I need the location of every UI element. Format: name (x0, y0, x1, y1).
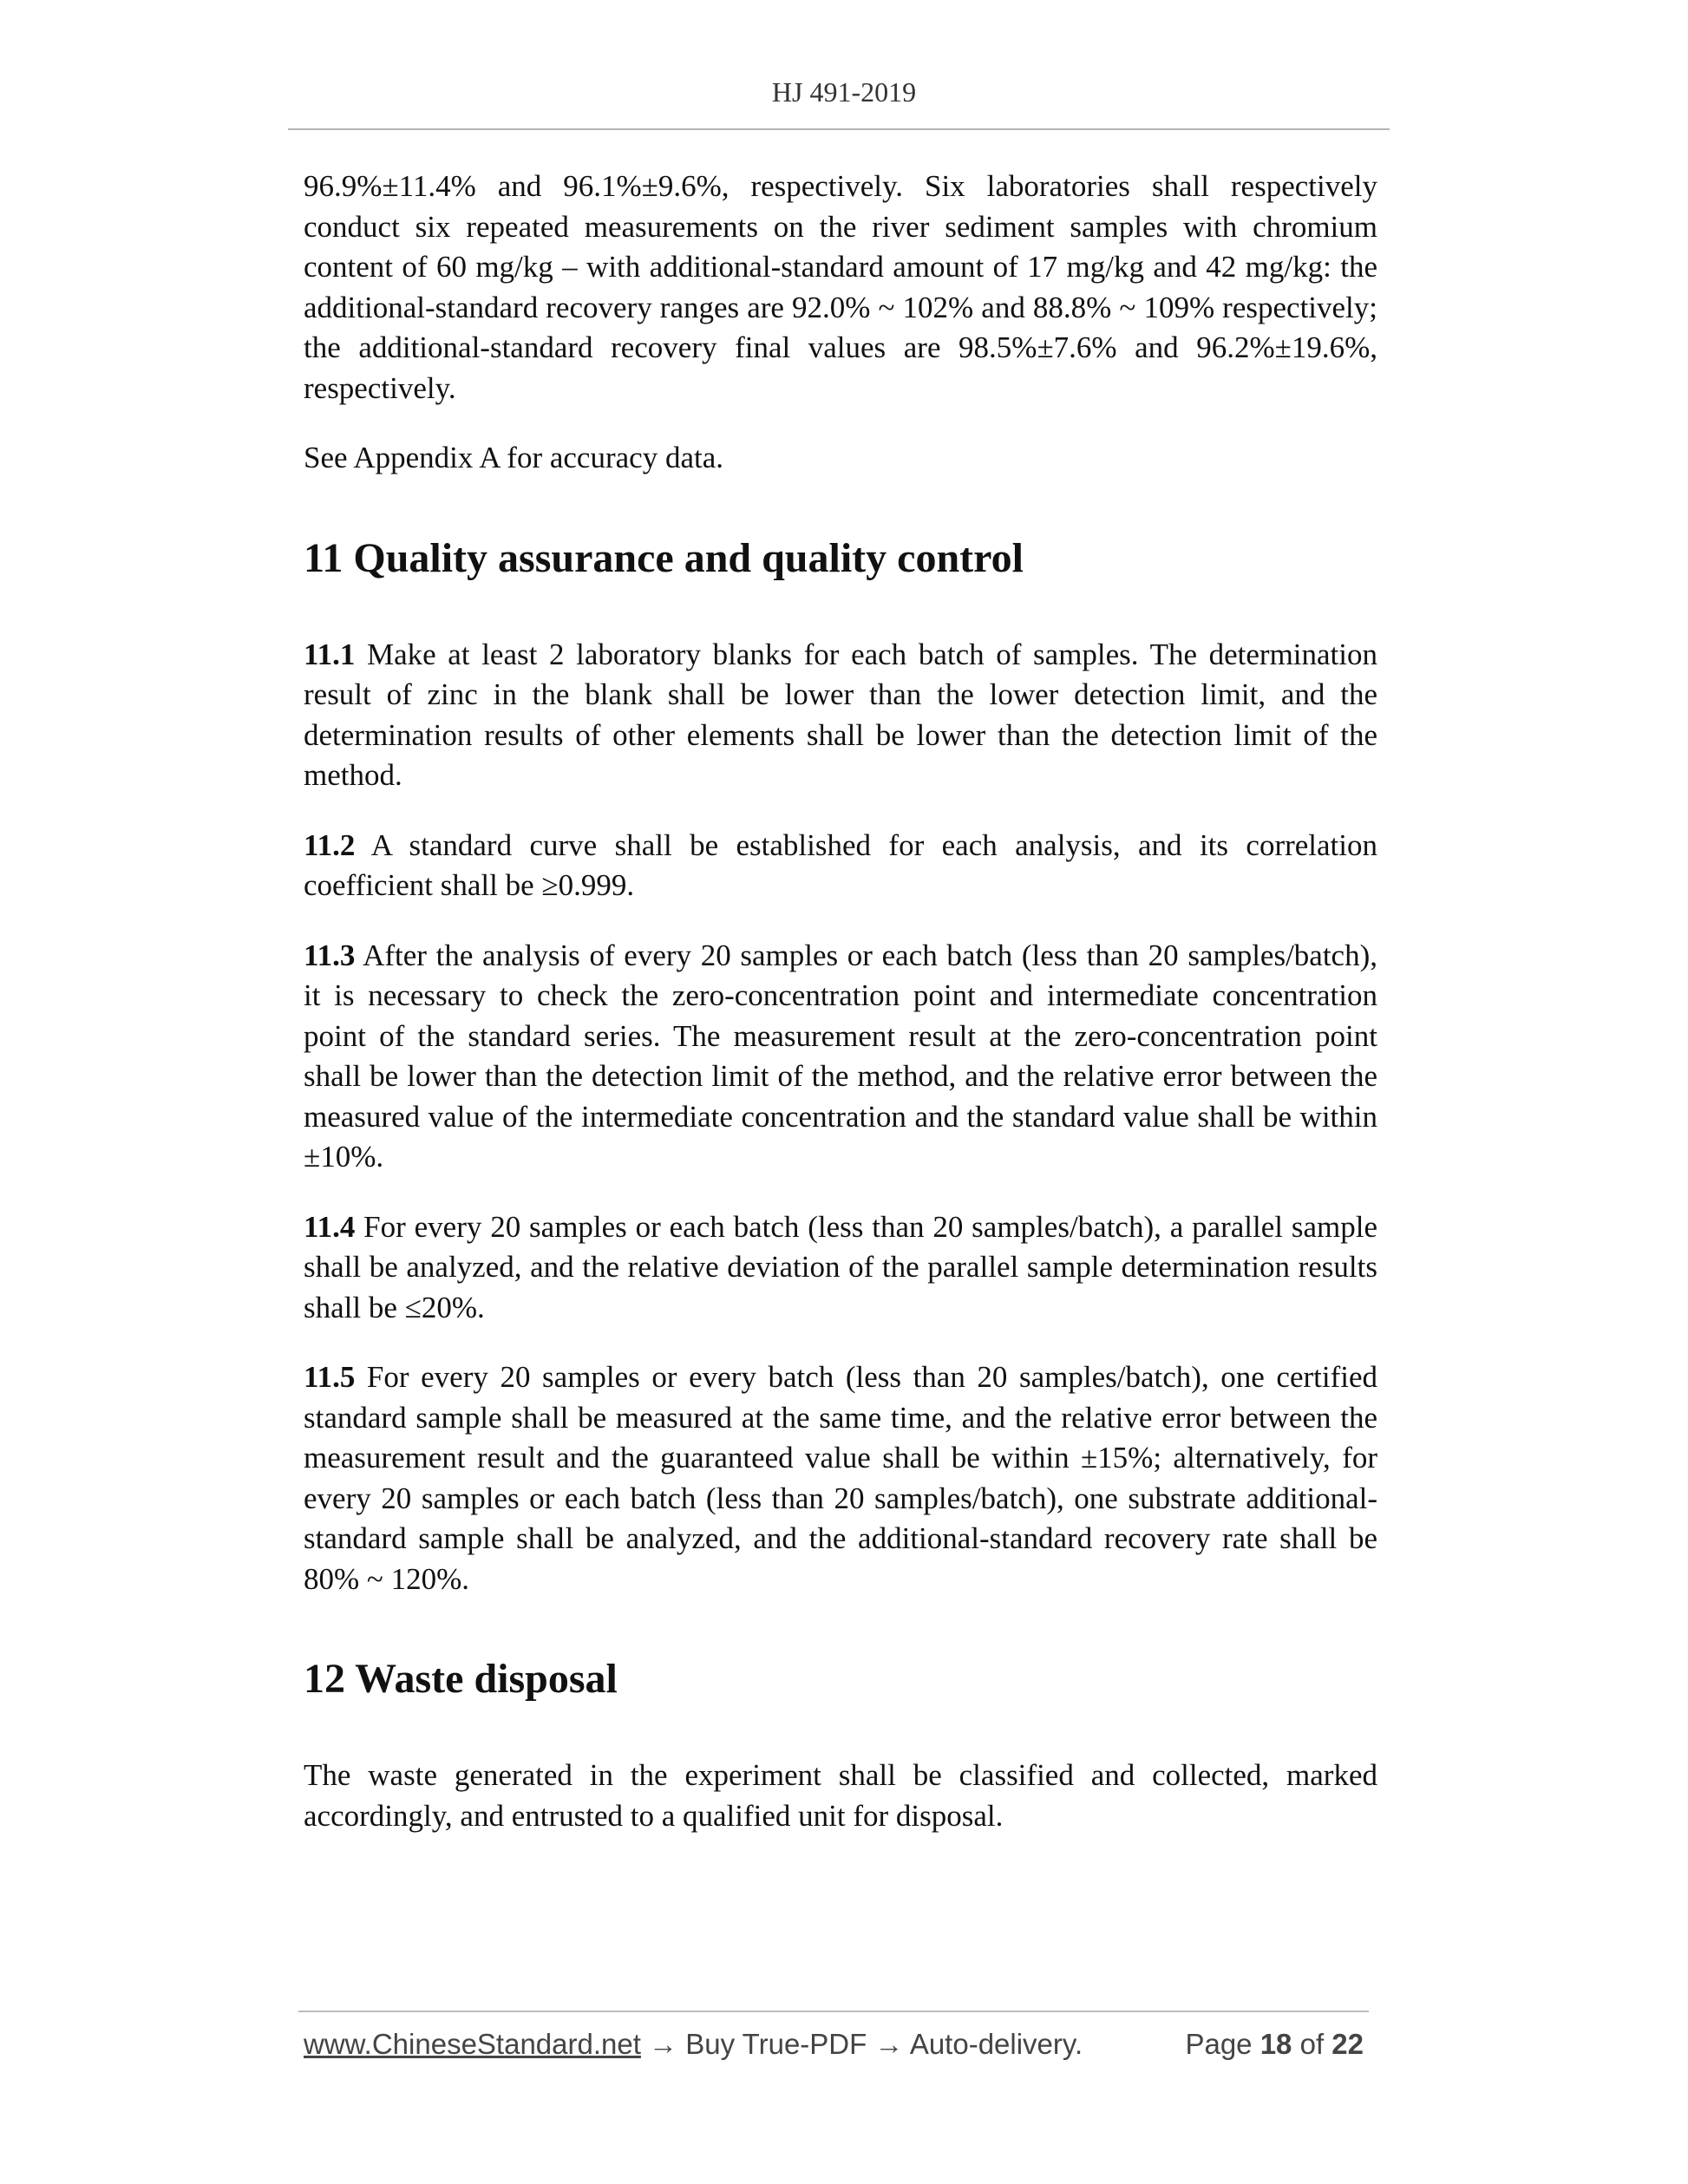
clause-11-5 (304, 1357, 1377, 1599)
clause-11-1 (304, 635, 1377, 796)
footer-promo (304, 2028, 1083, 2061)
clause-text: Make at least 2 laboratory blanks for each batch of samples. The determination result of zinc in the blank shall be lower than the lower detection limit, and the determination results of other elements shall be lower than the detection limit of the method. (304, 637, 1377, 792)
section-11-heading: 11 Quality assurance and quality control (304, 534, 1024, 581)
clause-text: A standard curve shall be established for each analysis, and its correlation coefficient shall be ≥0.999. (304, 827, 1377, 902)
footer-divider (298, 2011, 1369, 2012)
clause-11-2 (304, 826, 1377, 906)
clause-number: 11.3 (304, 938, 356, 972)
page-number (1185, 2028, 1364, 2061)
clause-11-4 (304, 1207, 1377, 1329)
page-footer (304, 2028, 1369, 2066)
clause-11-3 (304, 936, 1377, 1178)
page-of-label: of (1292, 2028, 1332, 2060)
page-total: 22 (1331, 2028, 1364, 2060)
clause-text: After the analysis of every 20 samples or each batch (less than 20 samples/batch), it is necessary to check the zero-concentration point and intermediate concentration point of the standard series. The measurement result at the zero-concentration point shall be lower than the detection limit of the method, and the relative error between the measured value of the intermediate concentration and the standard value shall be within ±10%. (304, 938, 1377, 1174)
page-body (304, 167, 1377, 1866)
clause-text: For every 20 samples or every batch (less than 20 samples/batch), one certified standard sample shall be measured at the same time, and the relative error between the measurement result and the guaranteed value shall be within ±15%; alternatively, for every 20 samples or each batch (less than 20 samples/batch), one substrate additional-standard sample shall be analyzed, and the additional-standard recovery rate shall be 80% ~ 120%. (304, 1360, 1377, 1596)
intro-paragraph: 96.9%±11.4% and 96.1%±9.6%, respectively. Six laboratories shall respectively conduct six repeated measurements on the river sediment samples with chromium content of 60 mg/kg – with additional-standard amount of 17 mg/kg and 42 mg/kg: the additional-standard recovery ranges are 92.0% ~ 102% and 88.8% ~ 109% respectively; the additional-standard recovery final values are 98.5%±7.6% and 96.2%±19.6%, respectively. (304, 169, 1377, 405)
clause-text: For every 20 samples or each batch (less than 20 samples/batch), a parallel sample shall be analyzed, and the relative deviation of the parallel sample determination results shall be ≤20%. (304, 1209, 1377, 1324)
clause-number: 11.4 (304, 1209, 356, 1244)
footer-promo-text: → Buy True-PDF → Auto-delivery. (640, 2028, 1083, 2060)
header-divider (288, 128, 1390, 130)
section-12-heading: 12 Waste disposal (304, 1656, 618, 1702)
clause-number: 11.5 (304, 1360, 356, 1394)
appendix-reference: See Appendix A for accuracy data. (304, 441, 723, 474)
waste-disposal-paragraph: The waste generated in the experiment shall be classified and collected, marked accordingly, and entrusted to a qualified unit for disposal. (304, 1758, 1377, 1833)
clause-number: 11.1 (304, 637, 356, 671)
page-current: 18 (1259, 2028, 1292, 2060)
running-header: HJ 491-2019 (771, 76, 917, 108)
website-link[interactable]: www.ChineseStandard.net (304, 2028, 641, 2060)
clause-number: 11.2 (304, 827, 356, 862)
page-label: Page (1185, 2028, 1260, 2060)
